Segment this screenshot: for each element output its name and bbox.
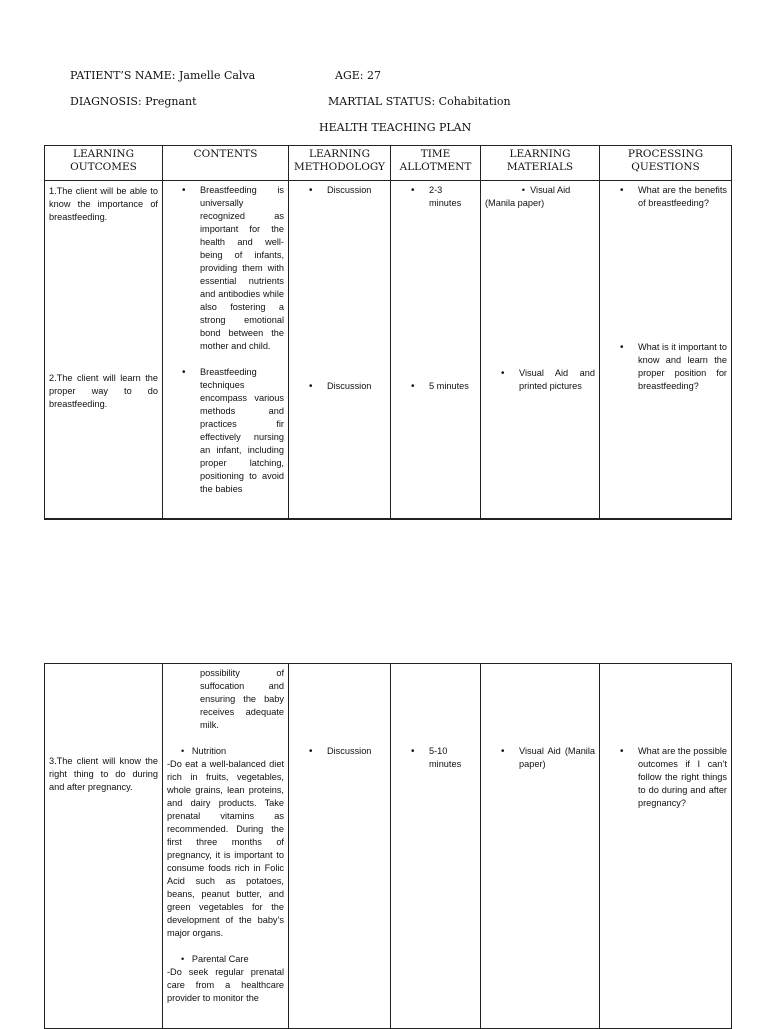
time-3: • 5-10 minutes	[429, 745, 476, 771]
content-2-continued: possibility of suffocation and ensuring the baby receives adequate milk.	[200, 668, 284, 730]
question-3: • What are the possible outcomes if I can’t follow the right things to do during and after pregnancy?	[638, 745, 727, 810]
header-processing-questions: PROCESSING QUESTIONS	[600, 146, 732, 181]
method-2: • Discussion	[327, 380, 386, 393]
material-3: • Visual Aid (Manila paper)	[519, 745, 595, 771]
header-time-allotment: TIME ALLOTMENT	[391, 146, 481, 181]
table-row	[45, 664, 732, 1029]
nutrition-text: -Do eat a well-balanced diet rich in fruits, vegetables, whole grains, lean proteins, and dairy products. Take prenatal vitamins as recommended. During the first three months of pregnancy, it is important to consume foods rich in Folic Acid such as potatoes, beans, peanut butter, and green vegetables for the development of the baby’s major organs.	[167, 759, 284, 938]
outcome-2: 2.The client will learn the proper way to do breastfeeding.	[49, 373, 158, 409]
time-1: • 2-3 minutes	[429, 184, 476, 210]
method-1: • Discussion	[327, 184, 386, 197]
content-2: • Breastfeeding techniques encompass various methods and practices fir effectively nursing an infant, including proper latching, positioning to avoid the babies	[200, 366, 284, 496]
content-1: • Breastfeeding is universally recognized as important for the health and well-being of infants, providing them with essential nutrients and antibodies while also fostering a strong emotional bond between the mother and child.	[200, 184, 284, 353]
table-row	[45, 181, 732, 519]
nutrition-heading: • Nutrition	[181, 746, 227, 756]
teaching-plan-table-continued	[44, 663, 732, 1029]
page-title: HEALTH TEACHING PLAN	[319, 121, 472, 134]
method-3: • Discussion	[327, 745, 386, 758]
question-2: • What is it important to know and learn the proper position for breastfeeding?	[638, 341, 727, 393]
time-2: • 5 minutes	[429, 380, 476, 393]
table-header-row	[45, 146, 732, 181]
material-1b: (Manila paper)	[485, 198, 545, 208]
teaching-plan-table	[44, 145, 732, 520]
patient-age: AGE: 27	[335, 69, 381, 82]
outcome-1: 1.The client will be able to know the importance of breastfeeding.	[49, 186, 158, 222]
material-2: • Visual Aid and printed pictures	[519, 367, 595, 393]
header-contents: CONTENTS	[163, 146, 289, 181]
header-learning-methodology: LEARNING METHODOLOGY	[289, 146, 391, 181]
outcome-3: 3.The client will know the right thing to do during and after pregnancy.	[49, 756, 158, 792]
question-1: • What are the benefits of breastfeeding?	[638, 184, 727, 210]
diagnosis: DIAGNOSIS: Pregnant	[70, 95, 197, 108]
patient-name: PATIENT’S NAME: Jamelle Calva	[70, 69, 256, 82]
parental-care-text: -Do seek regular prenatal care from a healthcare provider to monitor the	[167, 967, 284, 1003]
header-learning-materials: LEARNING MATERIALS	[481, 146, 600, 181]
marital-status: MARTIAL STATUS: Cohabitation	[328, 95, 511, 108]
material-1a: • Visual Aid	[521, 185, 571, 195]
header-learning-outcomes: LEARNING OUTCOMES	[45, 146, 163, 181]
parental-care-heading: • Parental Care	[181, 954, 249, 964]
